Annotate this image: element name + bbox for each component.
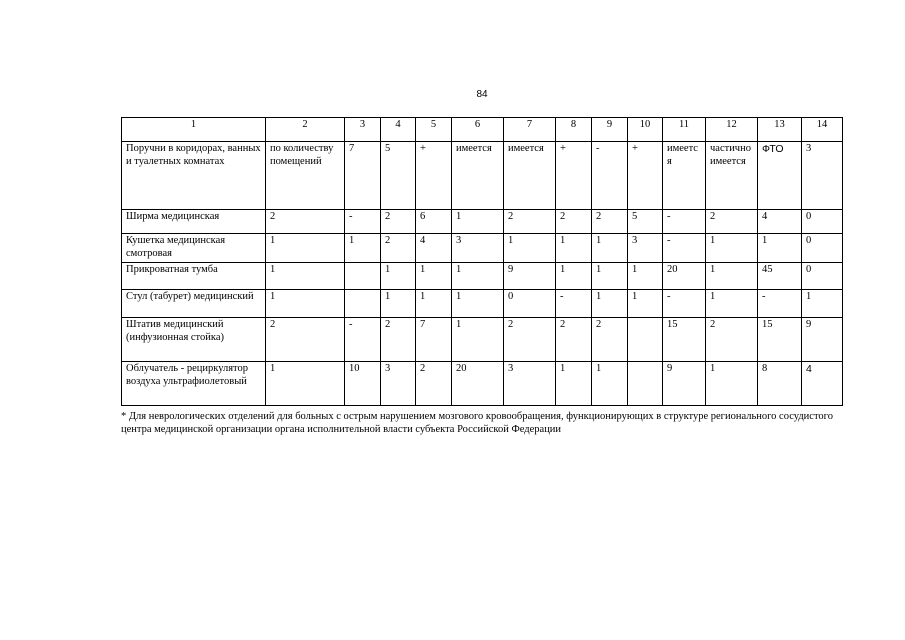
table-cell: 7 (345, 142, 381, 210)
table-row (122, 263, 843, 290)
table-cell: 1 (706, 290, 758, 318)
table-cell: имеется (663, 142, 706, 210)
table-cell: 1 (706, 234, 758, 263)
table-cell: + (556, 142, 592, 210)
item-name-cell: Штатив медицинский (инфузионная стойка) (122, 318, 266, 362)
equipment-table (121, 117, 843, 406)
footnote: * Для неврологических отделений для больных с острым нарушением мозгового кровообращения, функционирующих в структуре регионального сосудистого центра медицинской организации органа исполнительной власти субъекта Российской Федерации (121, 411, 833, 435)
table-cell: 9 (504, 263, 556, 290)
table-cell (628, 362, 663, 406)
table-cell: 1 (592, 362, 628, 406)
table-cell: - (592, 142, 628, 210)
column-number: 11 (663, 118, 706, 142)
table-row (122, 234, 843, 263)
column-number: 3 (345, 118, 381, 142)
table-cell: 2 (556, 318, 592, 362)
table-cell: 1 (452, 210, 504, 234)
column-number: 9 (592, 118, 628, 142)
table-cell: 9 (802, 318, 843, 362)
table-cell: 1 (556, 362, 592, 406)
table-cell: 3 (628, 234, 663, 263)
table-cell: 1 (345, 234, 381, 263)
table-cell: 0 (802, 263, 843, 290)
item-name-cell: Прикроватная тумба (122, 263, 266, 290)
table-cell: ФТО (758, 142, 802, 210)
column-number: 2 (266, 118, 345, 142)
table-cell: 3 (802, 142, 843, 210)
table-cell: 1 (592, 263, 628, 290)
table-cell: 2 (592, 318, 628, 362)
table-cell: 2 (381, 234, 416, 263)
table-cell: 1 (592, 290, 628, 318)
table-cell: 5 (628, 210, 663, 234)
table-cell: 1 (706, 263, 758, 290)
table-cell: 1 (556, 234, 592, 263)
table-cell: 20 (452, 362, 504, 406)
table-cell: 2 (706, 318, 758, 362)
table-cell: 1 (504, 234, 556, 263)
table-cell: 1 (266, 290, 345, 318)
table-cell: 1 (452, 263, 504, 290)
table-cell: 1 (556, 263, 592, 290)
item-name-cell: Стул (табурет) медицинский (122, 290, 266, 318)
item-name-cell: Поручни в коридорах, ванных и туалетных комнатах (122, 142, 266, 210)
column-number-row (122, 118, 843, 142)
table-cell: 2 (504, 210, 556, 234)
table-cell: - (556, 290, 592, 318)
table-row (122, 318, 843, 362)
table-cell: 2 (266, 318, 345, 362)
table-cell: + (416, 142, 452, 210)
table-cell: 8 (758, 362, 802, 406)
table-cell: 1 (381, 263, 416, 290)
column-number: 6 (452, 118, 504, 142)
table-cell: 2 (592, 210, 628, 234)
table-cell: 15 (758, 318, 802, 362)
table-cell: 45 (758, 263, 802, 290)
table-cell: 3 (452, 234, 504, 263)
item-name-cell: Облучатель - рециркулятор воздуха ультрафиолетовый (122, 362, 266, 406)
table-cell: 1 (628, 263, 663, 290)
column-number: 4 (381, 118, 416, 142)
table-cell: 1 (802, 290, 843, 318)
table-cell: - (663, 234, 706, 263)
table-row (122, 362, 843, 406)
column-number: 5 (416, 118, 452, 142)
column-number: 8 (556, 118, 592, 142)
table-cell: - (663, 210, 706, 234)
table-cell: 15 (663, 318, 706, 362)
column-number: 10 (628, 118, 663, 142)
table-cell: 1 (758, 234, 802, 263)
table-cell: 1 (592, 234, 628, 263)
table-cell: 1 (628, 290, 663, 318)
table-cell: 1 (381, 290, 416, 318)
table-cell: - (345, 318, 381, 362)
table-cell: 6 (416, 210, 452, 234)
table-cell: + (628, 142, 663, 210)
table-cell: 10 (345, 362, 381, 406)
table-cell: 1 (266, 263, 345, 290)
page-number: 84 (476, 89, 488, 100)
table-cell: 7 (416, 318, 452, 362)
column-number: 12 (706, 118, 758, 142)
table-cell: 2 (416, 362, 452, 406)
column-number: 7 (504, 118, 556, 142)
table-cell: 1 (452, 290, 504, 318)
table-cell: - (345, 210, 381, 234)
table-row (122, 290, 843, 318)
table-cell: 4 (758, 210, 802, 234)
table-cell: имеется (504, 142, 556, 210)
table-cell (345, 263, 381, 290)
table-cell: 1 (416, 263, 452, 290)
table-cell: 1 (266, 362, 345, 406)
table-cell (628, 318, 663, 362)
table-cell: 5 (381, 142, 416, 210)
table-cell: 0 (802, 234, 843, 263)
table-cell: 0 (802, 210, 843, 234)
table-cell: 3 (504, 362, 556, 406)
item-name-cell: Кушетка медицинская смотровая (122, 234, 266, 263)
table-row (122, 142, 843, 210)
table-cell: 2 (381, 318, 416, 362)
column-number: 1 (122, 118, 266, 142)
table-cell: 4 (802, 362, 843, 406)
table-cell: имеется (452, 142, 504, 210)
table-cell: - (663, 290, 706, 318)
table-cell: 2 (266, 210, 345, 234)
table-cell: 1 (416, 290, 452, 318)
table-cell: - (758, 290, 802, 318)
column-number: 14 (802, 118, 843, 142)
table-cell: 4 (416, 234, 452, 263)
table-cell (345, 290, 381, 318)
item-name-cell: Ширма медицинская (122, 210, 266, 234)
table-cell: 2 (556, 210, 592, 234)
table-cell: 2 (706, 210, 758, 234)
table-cell: 1 (266, 234, 345, 263)
table-cell: 2 (504, 318, 556, 362)
table-cell: 1 (706, 362, 758, 406)
table-row (122, 210, 843, 234)
table-cell: частично имеется (706, 142, 758, 210)
table-cell: 3 (381, 362, 416, 406)
column-number: 13 (758, 118, 802, 142)
table-cell: 9 (663, 362, 706, 406)
table-cell: 2 (381, 210, 416, 234)
table-cell: 1 (452, 318, 504, 362)
table-cell: 20 (663, 263, 706, 290)
table-cell: по количеству помещений (266, 142, 345, 210)
table-cell: 0 (504, 290, 556, 318)
